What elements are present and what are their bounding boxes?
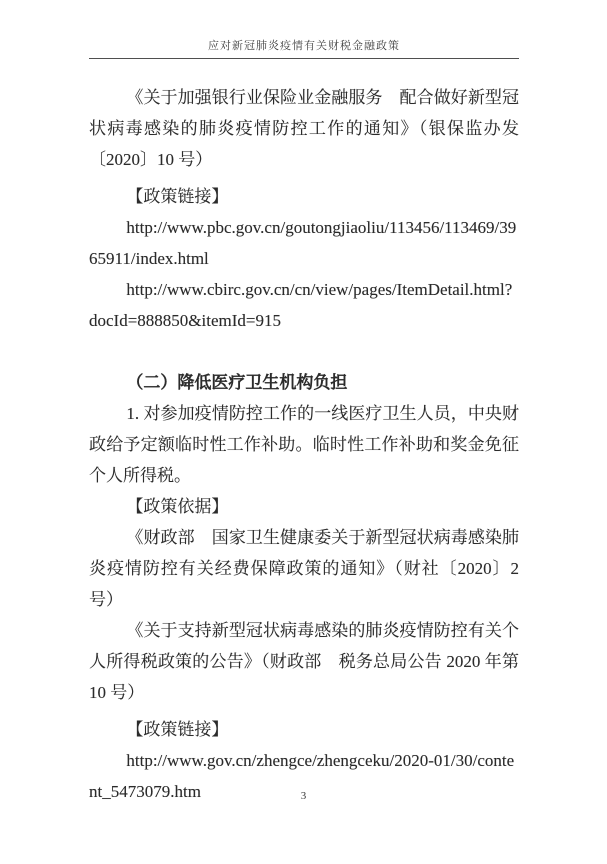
page-content (89, 57, 519, 807)
page-number: 3 (300, 790, 307, 802)
running-header (89, 0, 519, 59)
policy-link-label-2: 【政策链接】 (126, 720, 229, 739)
measure-paragraph-subsidy: 1. 对参加疫情防控工作的一线医疗卫生人员，中央财政给予定额临时性工作补助。临时性工作补助和奖金免征个人所得税。 (89, 404, 519, 485)
policy-url-cbirc: http://www.cbirc.gov.cn/cn/view/pages/ItemDetail.html?docId=888850&itemId=915 (89, 280, 513, 330)
notice-title-paragraph: 《关于加强银行业保险业金融服务 配合做好新型冠状病毒感染的肺炎疫情防控工作的通知》（银保监办发〔2020〕10 号） (89, 88, 519, 169)
section-heading-reduce-medical-burden: （二）降低医疗卫生机构负担 (126, 373, 348, 392)
policy-basis-label: 【政策依据】 (126, 497, 229, 516)
basis-doc-iit-announcement: 《关于支持新型冠状病毒感染的肺炎疫情防控有关个人所得税政策的公告》（财政部 税务总局公告 2020 年第 10 号） (89, 621, 519, 702)
running-header-title: 应对新冠肺炎疫情有关财税金融政策 (208, 40, 400, 52)
policy-url-pbc: http://www.pbc.gov.cn/goutongjiaoliu/113456/113469/3965911/index.html (89, 218, 517, 268)
policy-url-gov: http://www.gov.cn/zhengce/zhengceku/2020-01/30/content_5473079.htm (89, 751, 515, 801)
basis-doc-mof-nhc-notice: 《财政部 国家卫生健康委关于新型冠状病毒感染肺炎疫情防控有关经费保障政策的通知》（财社〔2020〕2 号） (89, 528, 519, 609)
policy-link-label: 【政策链接】 (126, 187, 229, 206)
